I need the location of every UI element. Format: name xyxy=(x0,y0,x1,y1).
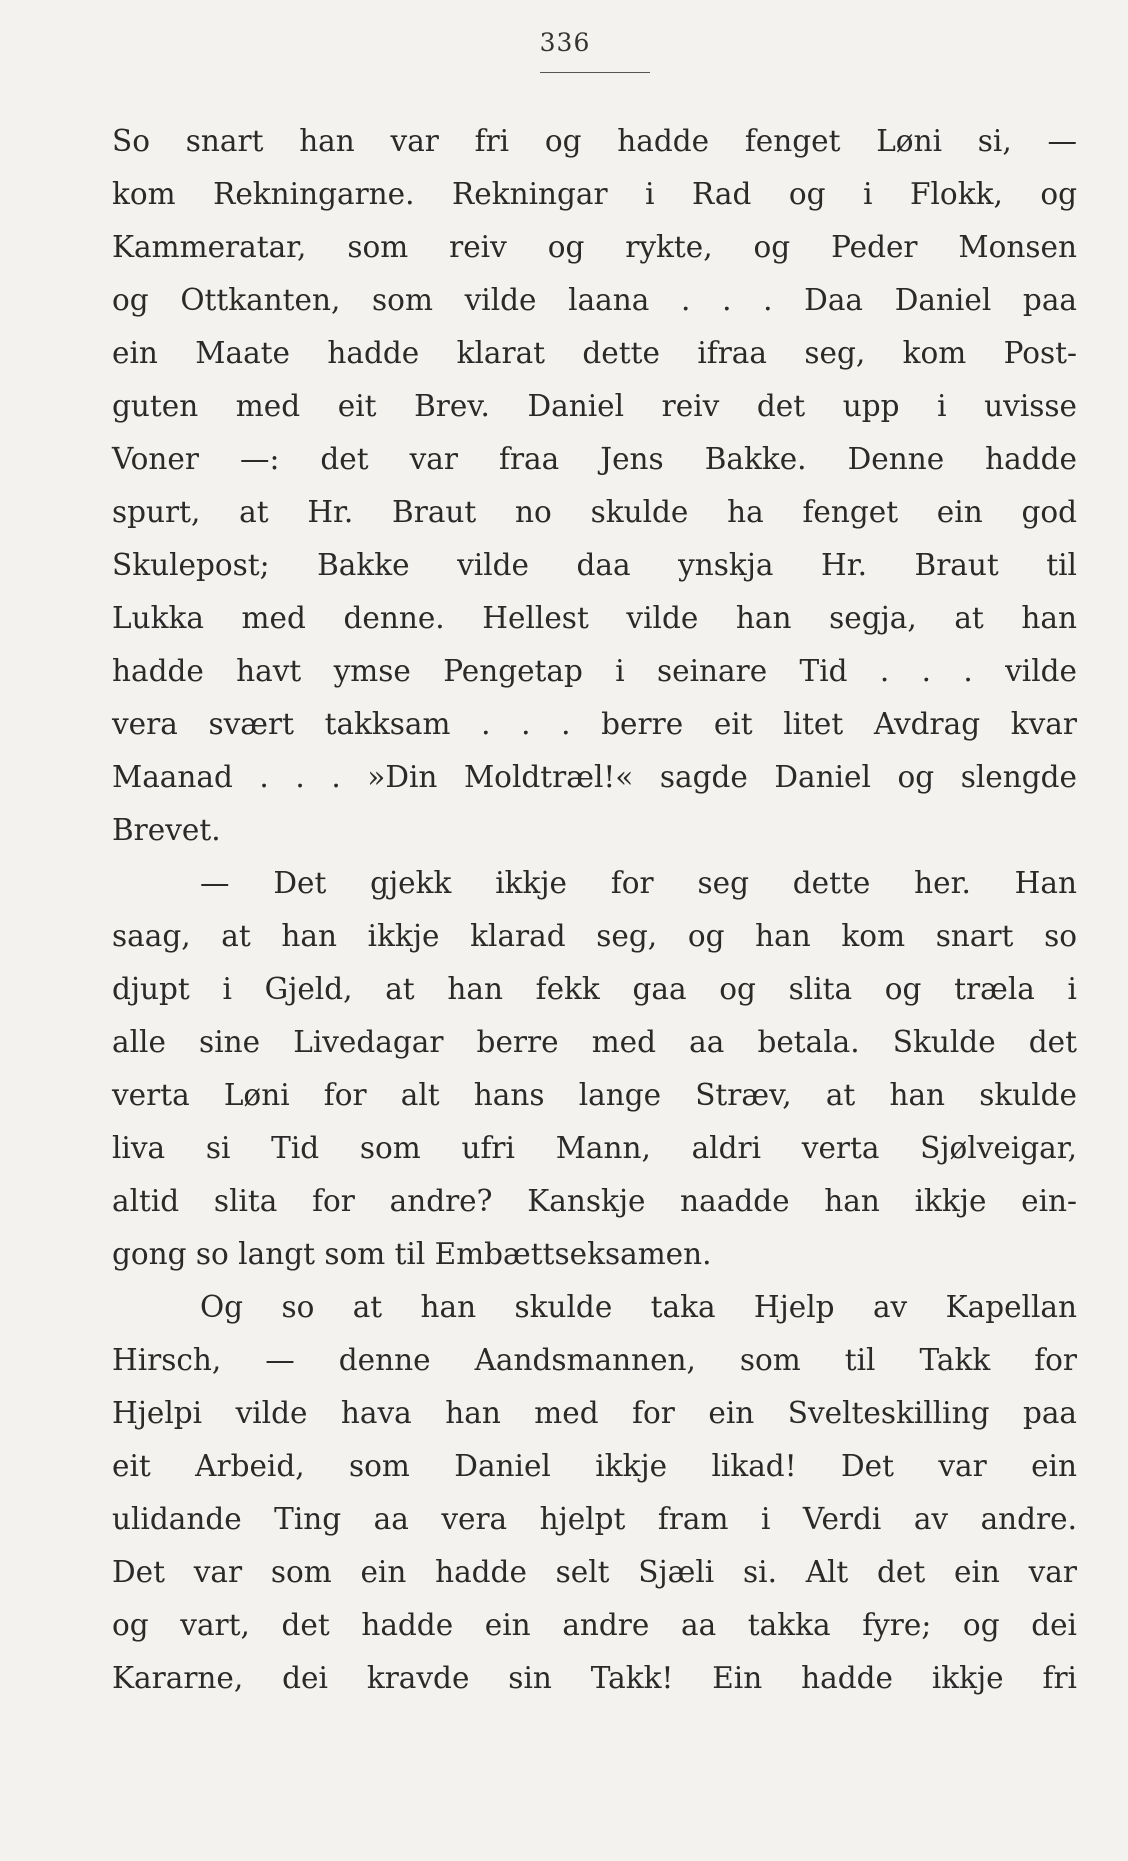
text-line: djupt i Gjeld, at han fekk gaa og slita og træla i xyxy=(112,972,1077,1006)
text-line: Kararne, dei kravde sin Takk! Ein hadde ikkje fri xyxy=(112,1661,1077,1695)
text-line: Brevet. xyxy=(112,813,221,847)
text-line: ein Maate hadde klarat dette ifraa seg, kom Post- xyxy=(112,336,1077,370)
text-line: kom Rekningarne. Rekningar i Rad og i Flokk, og xyxy=(112,177,1077,211)
page-number-underline xyxy=(540,72,650,73)
text-line: Hirsch, — denne Aandsmannen, som til Takk for xyxy=(112,1343,1077,1377)
text-line: Voner —: det var fraa Jens Bakke. Denne hadde xyxy=(112,442,1077,476)
text-line: So snart han var fri og hadde fenget Løni si, — xyxy=(112,124,1077,158)
text-line: Og so at han skulde taka Hjelp av Kapellan xyxy=(200,1290,1077,1324)
text-line: Skulepost; Bakke vilde daa ynskja Hr. Braut til xyxy=(112,548,1077,582)
text-line: — Det gjekk ikkje for seg dette her. Han xyxy=(200,866,1077,900)
text-line: saag, at han ikkje klarad seg, og han kom snart so xyxy=(112,919,1077,953)
text-line: Maanad . . . »Din Moldtræl!« sagde Daniel og slengde xyxy=(112,760,1077,794)
text-line: ulidande Ting aa vera hjelpt fram i Verdi av andre. xyxy=(112,1502,1077,1536)
text-line: vera svært takksam . . . berre eit litet Avdrag kvar xyxy=(112,707,1077,741)
text-line: Hjelpi vilde hava han med for ein Svelteskilling paa xyxy=(112,1396,1077,1430)
text-line: og Ottkanten, som vilde laana . . . Daa Daniel paa xyxy=(112,283,1077,317)
text-line: liva si Tid som ufri Mann, aldri verta Sjølveigar, xyxy=(112,1131,1077,1165)
text-line: altid slita for andre? Kanskje naadde han ikkje ein- xyxy=(112,1184,1077,1218)
body-text xyxy=(112,115,1077,1705)
text-line: Det var som ein hadde selt Sjæli si. Alt det ein var xyxy=(112,1555,1077,1589)
text-line: Lukka med denne. Hellest vilde han segja, at han xyxy=(112,601,1077,635)
text-line: verta Løni for alt hans lange Stræv, at han skulde xyxy=(112,1078,1077,1112)
text-line: guten med eit Brev. Daniel reiv det upp i uvisse xyxy=(112,389,1077,423)
text-line: og vart, det hadde ein andre aa takka fyre; og dei xyxy=(112,1608,1077,1642)
page-number: 336 xyxy=(539,28,591,57)
text-line: eit Arbeid, som Daniel ikkje likad! Det var ein xyxy=(112,1449,1077,1483)
text-line: spurt, at Hr. Braut no skulde ha fenget ein god xyxy=(112,495,1077,529)
text-line: gong so langt som til Embættseksamen. xyxy=(112,1237,712,1271)
text-line: hadde havt ymse Pengetap i seinare Tid . . . vilde xyxy=(112,654,1077,688)
text-line: alle sine Livedagar berre med aa betala. Skulde det xyxy=(112,1025,1077,1059)
text-line: Kammeratar, som reiv og rykte, og Peder Monsen xyxy=(112,230,1077,264)
